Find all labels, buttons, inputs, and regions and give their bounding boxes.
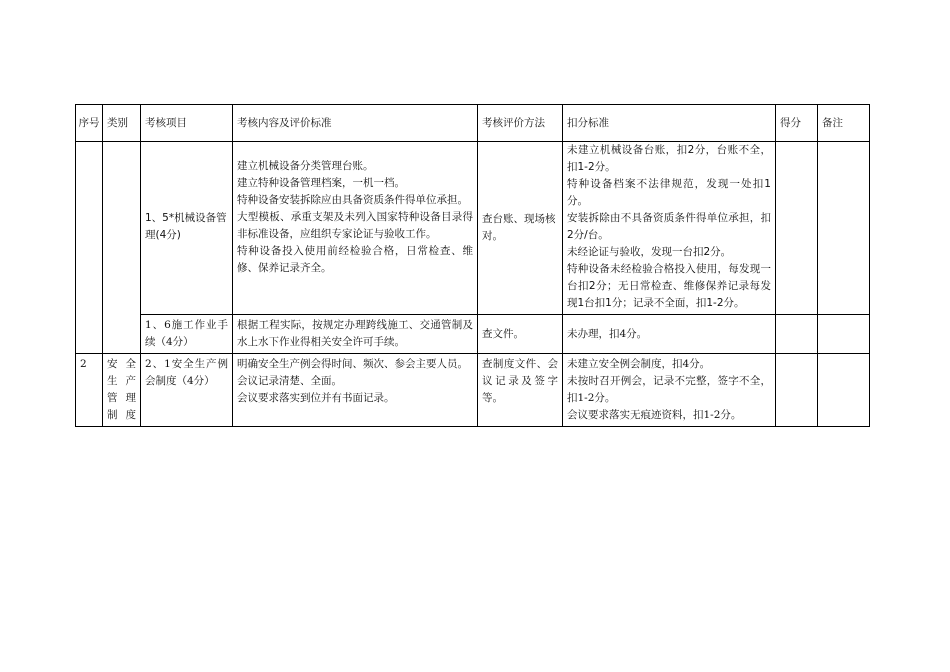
deduction-line: 特种设备档案不法律规范，发现一处扣1分。 [567,178,771,207]
row-deduction-cell [563,315,776,354]
header-remark: 备注 [818,105,870,142]
method-text: 查文件。 [482,327,524,340]
row-method-cell [478,315,563,354]
header-method: 考核评价方法 [478,105,563,142]
item-text: 1、5*机械设备管理(4分) [145,212,227,241]
row-remark-cell [818,142,870,315]
category-text: 安全生产管理制度 [107,358,136,421]
table-row [76,354,870,427]
row-score-cell [776,315,818,354]
content-line: 明确安全生产例会得时间、频次、参会主要人员。 [237,358,468,370]
row-item-cell [141,315,233,354]
method-text: 查台账、现场核对。 [482,213,556,242]
deduction-line: 特种设备未经检验合格投入使用，每发现一台扣2分；无日常检查、维修保养记录每发现1台扣1分；记录不全面，扣1-2分。 [567,263,771,309]
content-line: 大型模板、承重支架及未列入国家特种设备目录得非标准设备，应组织专家论证与验收工作。 [237,211,473,240]
table-row [76,142,870,315]
content-line: 建立机械设备分类管理台账。 [237,160,374,172]
row-content-cell [233,354,478,427]
method-text: 查制度文件、会议记录及签字等。 [482,358,558,404]
row-deduction-cell [563,354,776,427]
item-text: 1、6施工作业手续（4分） [145,319,228,348]
row-item-cell [141,142,233,315]
header-row [76,105,870,142]
content-line: 会议要求落实到位并有书面记录。 [237,392,395,404]
deduction-line: 未建立机械设备台账，扣2分，台账不全，扣1-2分。 [567,144,771,173]
assessment-table [75,104,870,427]
content-line: 特种设备投入使用前经检验合格，日常检查、维修、保养记录齐全。 [237,245,473,274]
header-score: 得分 [776,105,818,142]
deduction-line: 未办理，扣4分。 [567,327,648,340]
deduction-line: 未经论证与验收，发现一台扣2分。 [567,246,732,258]
content-line: 根据工程实际，按规定办理跨线施工、交通管制及水上水下作业得相关安全许可手续。 [237,319,473,348]
deduction-line: 未按时召开例会，记录不完整，签字不全，扣1-2分。 [567,375,771,404]
row-no-cell: 2 [76,354,103,427]
content-line: 会议记录清楚、全面。 [237,375,342,387]
content-line: 建立特种设备管理档案，一机一档。 [237,177,405,189]
row-no-cell [76,142,103,354]
row-method-cell [478,354,563,427]
content-line: 特种设备安装拆除应由具备资质条件得单位承担。 [237,194,468,206]
table-row [76,315,870,354]
row-method-cell [478,142,563,315]
item-text: 2、1安全生产例会制度（4分） [145,358,228,387]
row-deduction-cell [563,142,776,315]
row-category-cell [103,142,141,354]
header-content: 考核内容及评价标准 [233,105,478,142]
header-no: 序号 [76,105,103,142]
row-item-cell [141,354,233,427]
row-score-cell [776,142,818,315]
header-category: 类别 [103,105,141,142]
row-content-cell [233,142,478,315]
deduction-line: 安装拆除由不具备资质条件得单位承担，扣2分/台。 [567,212,771,241]
row-remark-cell [818,315,870,354]
row-category-cell [103,354,141,427]
row-remark-cell [818,354,870,427]
row-content-cell [233,315,478,354]
deduction-line: 未建立安全例会制度，扣4分。 [567,358,711,370]
assessment-sheet [75,104,869,427]
row-score-cell [776,354,818,427]
deduction-line: 会议要求落实无痕迹资料，扣1-2分。 [567,409,742,421]
header-item: 考核项目 [141,105,233,142]
header-deduction: 扣分标准 [563,105,776,142]
